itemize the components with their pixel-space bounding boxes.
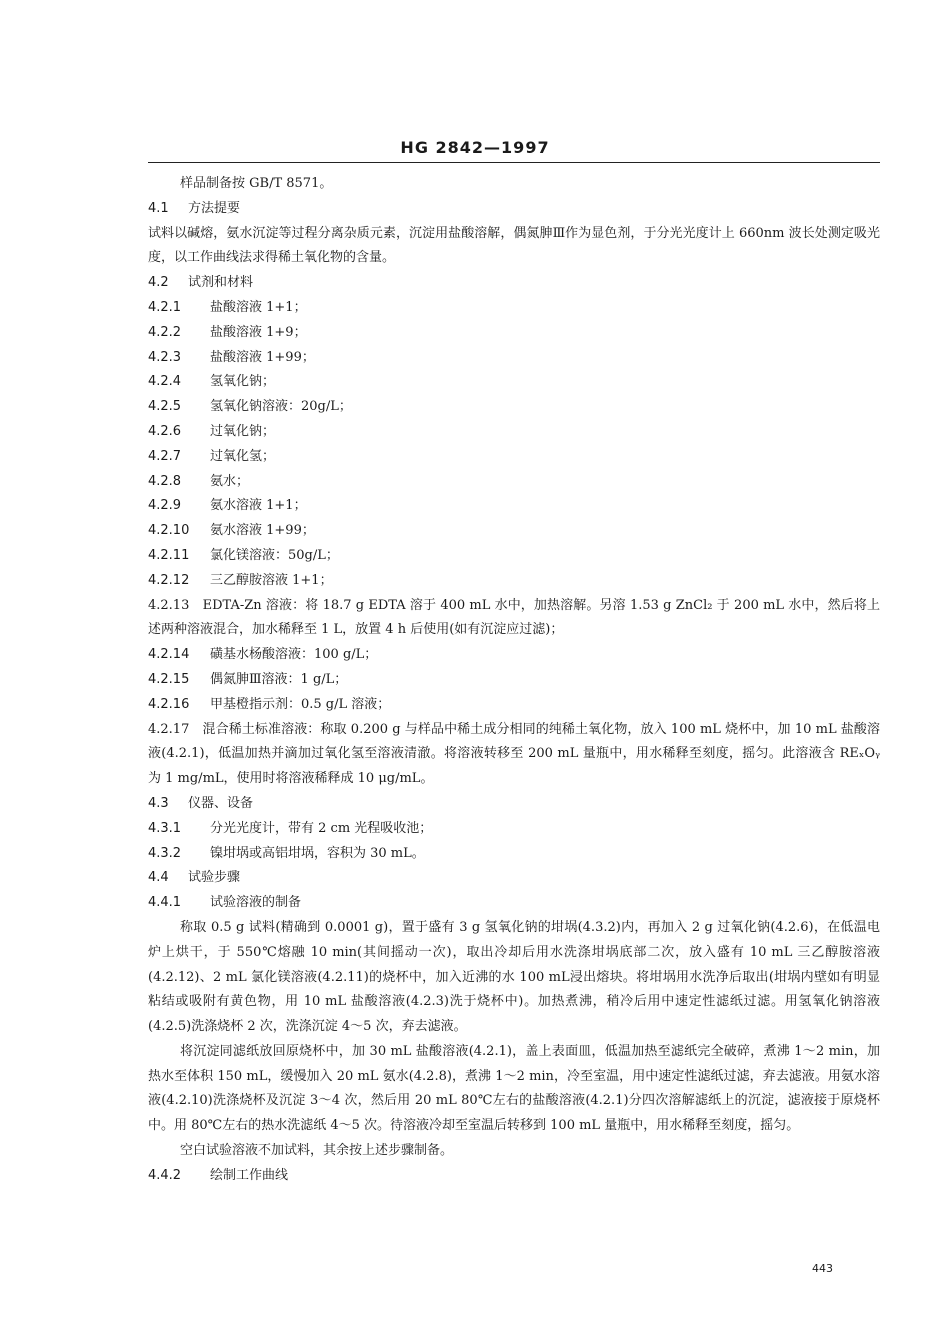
clause-text: 氢氧化钠溶液：20g/L； <box>210 399 352 415</box>
clause-number: 4.2.14 <box>148 647 190 663</box>
paragraph: 4.2.13 EDTA-Zn 溶液：将 18.7 g EDTA 溶于 400 mL 水中，加热溶解。另溶 1.53 g ZnCl₂ 于 200 mL 水中，然后将上述两种溶液混合，加水稀释至 1 L，放置 4 h 后使用(如有沉淀应过滤)； <box>148 597 880 638</box>
clause-text: 三乙醇胺溶液 1+1； <box>210 572 333 588</box>
clause-text: 绘制工作曲线 <box>210 1167 289 1183</box>
paragraph: 试料以碱熔，氨水沉淀等过程分离杂质元素，沉淀用盐酸溶解，偶氮胂Ⅲ作为显色剂，于分光光度计上 660nm 波长处测定吸光度，以工作曲线法求得稀土氧化物的含量。 <box>148 225 880 266</box>
section-heading <box>148 197 880 222</box>
list-item <box>148 519 880 544</box>
clause-text: 仪器、设备 <box>188 795 254 811</box>
clause-number: 4.2.4 <box>148 374 182 390</box>
clause-number: 4.4.1 <box>148 895 182 911</box>
clause-number: 4.2.11 <box>148 547 190 563</box>
list-item <box>148 420 880 445</box>
standard-header: HG 2842—1997 <box>400 138 550 157</box>
clause-number: 4.3.2 <box>148 845 182 861</box>
section-heading <box>148 271 880 296</box>
clause-text: 过氧化氢； <box>210 448 276 464</box>
clause-text: 甲基橙指示剂：0.5 g/L 溶液； <box>210 696 391 712</box>
clause-number: 4.2.5 <box>148 399 182 415</box>
clause-number: 4.2.8 <box>148 473 182 489</box>
clause-number: 4.2.2 <box>148 324 182 340</box>
clause-text: 镍坩埚或高铝坩埚，容积为 30 mL。 <box>210 845 425 861</box>
list-item <box>148 693 880 718</box>
clause-text: 氨水溶液 1+1； <box>210 498 307 514</box>
clause-number: 4.3 <box>148 795 169 811</box>
clause-text: 氢氧化钠； <box>210 374 276 390</box>
paragraph: 称取 0.5 g 试料(精确到 0.0001 g)，置于盛有 3 g 氢氧化钠的坩埚(4.3.2)内，再加入 2 g 过氧化钠(4.2.6)，在低温电炉上烘干，于 550℃熔融 10 min(其间摇动一次)，取出冷却后用水洗涤坩埚底部二次，放入盛有 10 mL 三乙醇胺溶液(4.2.12)、2 mL 氯化镁溶液(4.2.11)的烧杯中，加入近沸的水 100 mL浸出熔块。将坩埚用水洗净后取出(坩埚内壁如有明显粘结或吸附有黄色物，用 10 mL 盐酸溶液(4.2.3)洗于烧杯中)。加热煮沸，稍冷后用中速定性滤纸过滤。用氢氧化钠溶液(4.2.5)洗涤烧杯 2 次，洗涤沉淀 4～5 次，弃去滤液。 <box>148 919 880 1035</box>
clause-number: 4.2.16 <box>148 696 190 712</box>
clause-text: 分光光度计，带有 2 cm 光程吸收池； <box>210 820 433 836</box>
clause-number: 4.2.7 <box>148 448 182 464</box>
list-item <box>148 494 880 519</box>
clause-number: 4.2 <box>148 275 169 291</box>
clause-number: 4.2.15 <box>148 671 190 687</box>
list-item <box>148 817 880 842</box>
clause-number: 4.2.6 <box>148 423 182 439</box>
clause-text: 氨水溶液 1+99； <box>210 523 315 539</box>
clause-text: 方法提要 <box>188 200 241 216</box>
clause-text: 盐酸溶液 1+1； <box>210 299 307 315</box>
section-heading <box>148 866 880 891</box>
clause-text: 试剂和材料 <box>188 275 254 291</box>
clause-text: 偶氮胂Ⅲ溶液：1 g/L； <box>210 671 348 687</box>
paragraph: 空白试验溶液不加试料，其余按上述步骤制备。 <box>180 1143 454 1159</box>
clause-number: 4.2.12 <box>148 572 190 588</box>
list-item <box>148 470 880 495</box>
list-item <box>148 842 880 867</box>
clause-text: 盐酸溶液 1+9； <box>210 324 307 340</box>
list-item <box>148 445 880 470</box>
clause-number: 4.2.3 <box>148 349 182 365</box>
clause-number: 4.4 <box>148 870 169 886</box>
clause-number: 4.3.1 <box>148 820 182 836</box>
clause-number: 4.4.2 <box>148 1167 182 1183</box>
clause-text: 氨水； <box>210 473 250 489</box>
clause-text: 试验步骤 <box>188 870 241 886</box>
section-heading <box>148 792 880 817</box>
clause-number: 4.1 <box>148 200 169 216</box>
list-item <box>148 643 880 668</box>
clause-number: 4.2.1 <box>148 299 182 315</box>
clause-text: 盐酸溶液 1+99； <box>210 349 315 365</box>
list-item <box>148 891 880 916</box>
clause-text: 磺基水杨酸溶液：100 g/L； <box>210 647 378 663</box>
list-item <box>148 668 880 693</box>
clause-number: 4.2.9 <box>148 498 182 514</box>
page-number: 443 <box>812 1262 833 1275</box>
paragraph: 4.2.17 混合稀土标准溶液：称取 0.200 g 与样品中稀土成分相同的纯稀土氧化物，放入 100 mL 烧杯中，加 10 mL 盐酸溶液(4.2.1)，低温加热并滴加过氧化氢至溶液清澈。将溶液转移至 200 mL 量瓶中，用水稀释至刻度，摇匀。此溶液含 REₓOᵧ 为 1 mg/mL，使用时将溶液稀释成 10 μg/mL。 <box>148 721 880 787</box>
header-rule <box>148 162 880 163</box>
list-item <box>148 569 880 594</box>
clause-text: 氯化镁溶液：50g/L； <box>210 547 339 563</box>
list-item <box>148 1164 880 1189</box>
clause-number: 4.2.10 <box>148 523 190 539</box>
list-item <box>148 296 880 321</box>
paragraph: 样品制备按 GB/T 8571。 <box>180 176 333 191</box>
list-item <box>148 321 880 346</box>
clause-text: 过氧化钠； <box>210 423 276 439</box>
clause-text: 试验溶液的制备 <box>210 895 302 911</box>
list-item <box>148 346 880 371</box>
paragraph: 将沉淀同滤纸放回原烧杯中，加 30 mL 盐酸溶液(4.2.1)，盖上表面皿，低温加热至滤纸完全破碎，煮沸 1～2 min，加热水至体积 150 mL，缓慢加入 20 mL 氨水(4.2.8)，煮沸 1～2 min，冷至室温，用中速定性滤纸过滤，弃去滤液。用氨水溶液(4.2.10)洗涤烧杯及沉淀 3～4 次，然后用 20 mL 80℃左右的盐酸溶液(4.2.1)分四次溶解滤纸上的沉淀，滤液接于原烧杯中。用 80℃左右的热水洗滤纸 4～5 次。待溶液冷却至室温后转移到 100 mL 量瓶中，用水稀释至刻度，摇匀。 <box>148 1043 880 1134</box>
list-item <box>148 544 880 569</box>
document-body <box>148 172 880 1189</box>
list-item <box>148 395 880 420</box>
list-item <box>148 370 880 395</box>
